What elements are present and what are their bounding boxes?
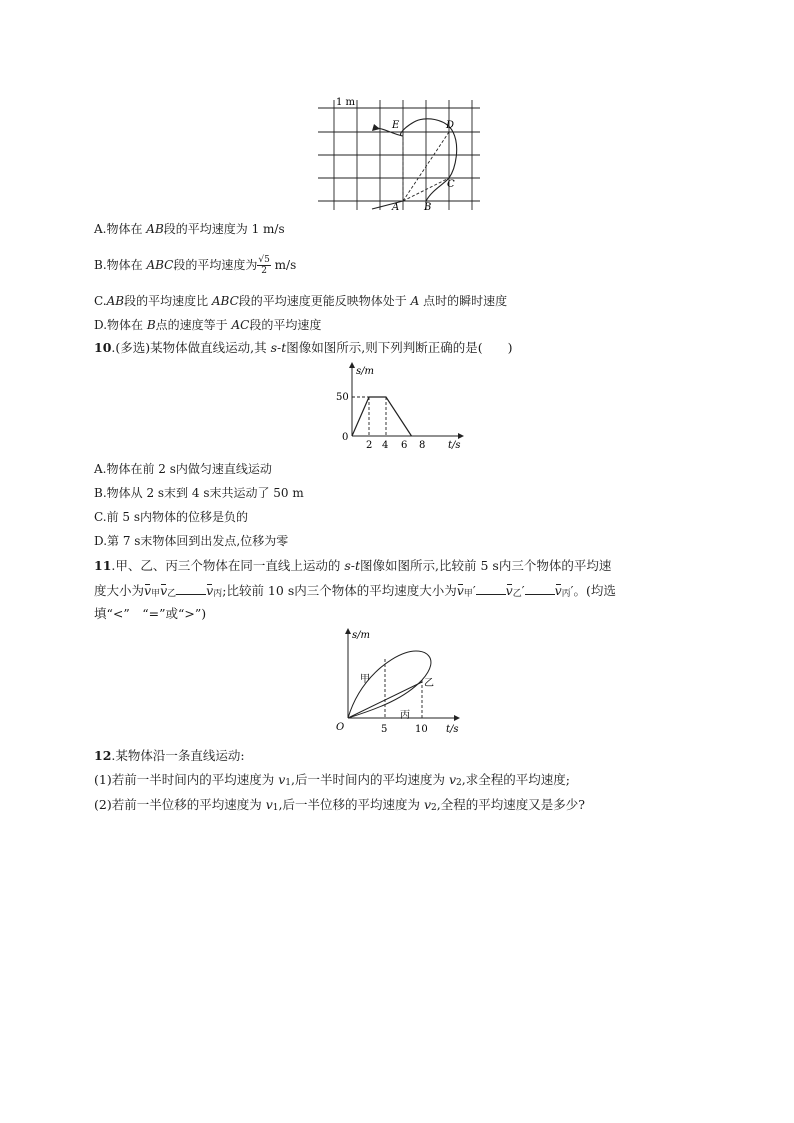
answer-blank-1[interactable] (176, 584, 206, 595)
st-graph-q11 (330, 628, 470, 738)
point-label-c: C (447, 179, 455, 190)
q10-stem: 10.(多选)某物体做直线运动,其 s-t图像如图所示,则下列判断正确的是( ) (94, 340, 513, 355)
q11-line3: 填“<” “=”或“>”) (94, 606, 207, 621)
chart1-ytick-50: 50 (336, 392, 349, 403)
answer-blank-2[interactable] (476, 584, 506, 595)
unit-label: 1 m (336, 97, 356, 108)
q9-option-c: C.AB段的平均速度比 ABC段的平均速度更能反映物体处于 A 点时的瞬时速度 (94, 294, 508, 308)
q10-option-c: C.前 5 s内物体的位移是负的 (94, 510, 248, 524)
series-label-jia: 甲 (360, 674, 370, 685)
answer-blank-3[interactable] (525, 584, 555, 595)
point-label-a: A (392, 202, 400, 213)
chart1-xtick-0: 0 (342, 432, 349, 443)
trajectory-grid-figure (310, 96, 485, 216)
point-label-b: B (424, 202, 432, 213)
chart1-ylabel: s/m (356, 366, 374, 377)
chart1-series-line (352, 397, 412, 436)
q12-stem: 12.某物体沿一条直线运动: (94, 748, 245, 763)
chart2-origin: O (336, 722, 345, 733)
chart2-xtick-5: 5 (381, 724, 388, 735)
q12-part1: (1)若前一半时间内的平均速度为 v1,后一半时间内的平均速度为 v2,求全程的平均速度; (94, 772, 570, 788)
chart2-xlabel: t/s (446, 724, 459, 735)
q10-option-b: B.物体从 2 s末到 4 s末共运动了 50 m (94, 486, 304, 500)
q11-line1: 11.甲、乙、丙三个物体在同一直线上运动的 s-t图像如图所示,比较前 5 s内三个物体的平均速 (94, 558, 612, 573)
sqrt5-over-2-fraction: $\frac{√5}{2}$ (258, 255, 270, 276)
q9-option-d: D.物体在 B点的速度等于 AC段的平均速度 (94, 318, 322, 332)
chart1-xtick-4: 4 (382, 440, 389, 451)
q9-option-b: B.物体在 ABC段的平均速度为 $\frac{√5}{2}$ m/s (94, 255, 297, 276)
series-label-bing: 丙 (400, 710, 410, 721)
q11-line2: 度大小为v甲v乙 v丙;比较前 10 s内三个物体的平均速度大小为v甲′ v乙′ v丙′。(均选 (94, 583, 616, 599)
q9-option-a: A.物体在 AB段的平均速度为 1 m/s (94, 222, 285, 236)
point-label-d: D (446, 120, 455, 131)
series-label-yi: 乙 (424, 678, 434, 689)
chart1-xtick-6: 6 (401, 440, 408, 451)
chart1-xlabel: t/s (448, 440, 461, 451)
chart2-ylabel: s/m (352, 630, 370, 641)
st-graph-q10 (330, 362, 470, 452)
q10-option-d: D.第 7 s末物体回到出发点,位移为零 (94, 534, 289, 548)
chart1-xtick-8: 8 (419, 440, 426, 451)
q10-option-a: A.物体在前 2 s内做匀速直线运动 (94, 462, 272, 476)
chart1-xtick-2: 2 (366, 440, 373, 451)
q12-part2: (2)若前一半位移的平均速度为 v1,后一半位移的平均速度为 v2,全程的平均速度又是多少? (94, 797, 585, 813)
chart2-xtick-10: 10 (415, 724, 428, 735)
point-label-e: E (392, 120, 400, 131)
